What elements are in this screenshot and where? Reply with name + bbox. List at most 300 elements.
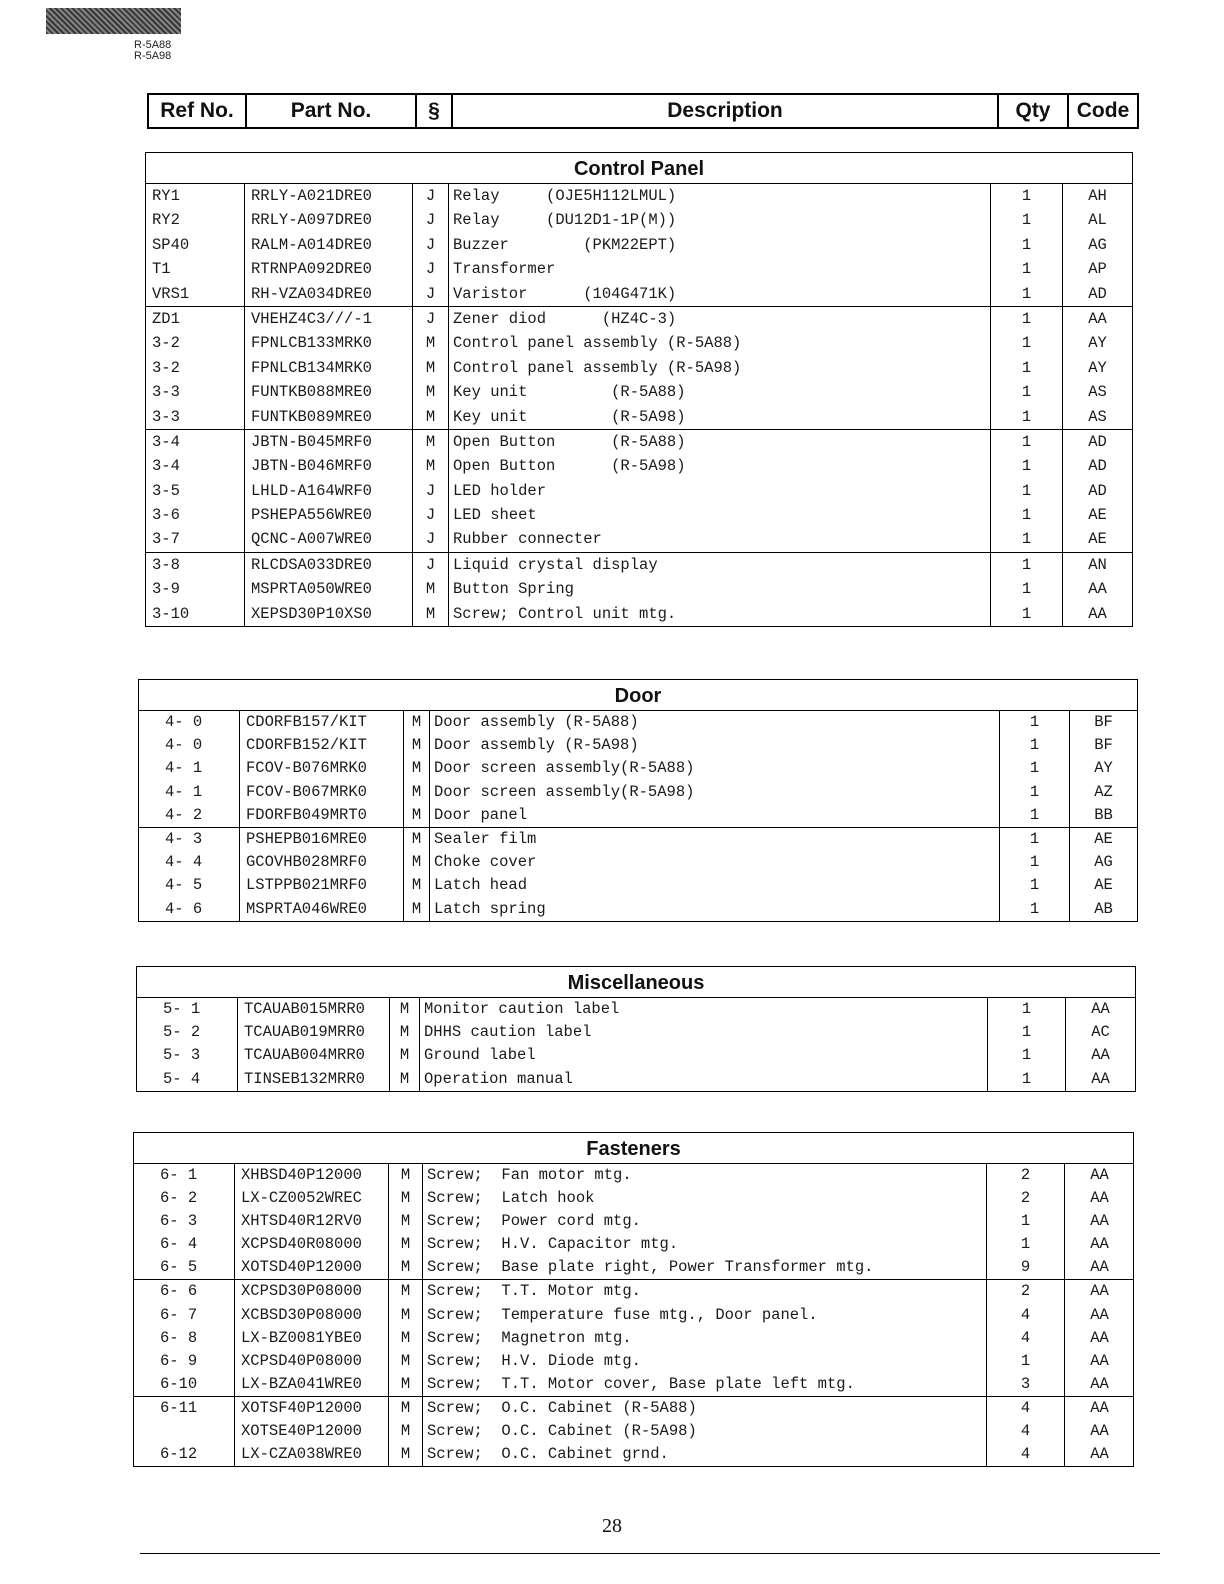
qty-cell: 1 <box>999 734 1069 757</box>
part-no-cell: FDORFB049MRT0 <box>239 804 403 827</box>
table-row <box>134 1420 1133 1443</box>
price-code-cell: AG <box>1062 233 1132 257</box>
price-code-cell: AA <box>1064 1350 1134 1373</box>
part-no-cell: TCAUAB004MRR0 <box>237 1044 389 1067</box>
qty-cell: 1 <box>990 233 1062 257</box>
section-code-cell: J <box>412 479 448 503</box>
description-cell: Rubber connecter <box>448 527 990 551</box>
section-code-cell: M <box>412 380 448 404</box>
part-no-cell: XHTSD40R12RV0 <box>234 1210 388 1233</box>
qty-cell: 1 <box>986 1210 1064 1233</box>
part-no-cell: RRLY-A021DRE0 <box>244 184 412 208</box>
qty-cell: 1 <box>987 998 1065 1021</box>
section-code-cell: M <box>388 1373 422 1396</box>
ref-no-cell: 6- 5 <box>160 1258 198 1277</box>
section-code-cell: M <box>403 851 429 874</box>
model-number: R-5A88 <box>134 39 172 51</box>
part-no-cell: LX-BZA041WRE0 <box>234 1373 388 1396</box>
ref-no-cell: 6- 2 <box>160 1189 198 1208</box>
part-no-cell: FUNTKB089MRE0 <box>244 405 412 429</box>
qty-cell: 4 <box>986 1443 1064 1466</box>
table-row <box>146 184 1132 208</box>
table-row <box>146 527 1132 551</box>
part-no-cell: XOTSF40P12000 <box>234 1397 388 1420</box>
qty-cell: 1 <box>990 503 1062 527</box>
part-no-cell: LX-BZ0081YBE0 <box>234 1327 388 1350</box>
section-code-cell: M <box>403 734 429 757</box>
ref-no-cell: 6- 3 <box>160 1212 198 1231</box>
part-no-cell: RH-VZA034DRE0 <box>244 282 412 306</box>
ref-no-cell: 4- 0 <box>165 736 203 755</box>
qty-cell: 2 <box>986 1280 1064 1303</box>
ref-no-cell: 4- 5 <box>165 876 203 895</box>
section-code-cell: M <box>388 1210 422 1233</box>
price-code-cell: AA <box>1064 1256 1134 1279</box>
section-door <box>138 679 1138 922</box>
description-cell: Door panel <box>429 804 999 827</box>
part-no-cell: FPNLCB133MRK0 <box>244 331 412 355</box>
price-code-cell: AD <box>1062 430 1132 454</box>
qty-cell: 1 <box>987 1044 1065 1067</box>
description-cell: Latch head <box>429 874 999 897</box>
qty-cell: 1 <box>990 602 1062 626</box>
price-code-cell: AA <box>1065 998 1135 1021</box>
section-code-cell: M <box>388 1280 422 1303</box>
table-row <box>137 1021 1135 1044</box>
qty-cell: 1 <box>990 553 1062 577</box>
section-title: Door <box>139 680 1137 711</box>
ref-no-cell: 3-4 <box>152 457 180 476</box>
qty-cell: 4 <box>986 1327 1064 1350</box>
column-header-table <box>147 93 1139 129</box>
price-code-cell: AA <box>1065 1068 1135 1091</box>
description-cell: Sealer film <box>429 828 999 851</box>
ref-no-cell: 5- 4 <box>163 1069 201 1088</box>
description-cell: Screw; H.V. Capacitor mtg. <box>422 1233 986 1256</box>
part-no-cell: MSPRTA050WRE0 <box>244 577 412 601</box>
qty-cell: 1 <box>987 1068 1065 1091</box>
description-cell: Liquid crystal display <box>448 553 990 577</box>
description-cell: Screw; O.C. Cabinet (R-5A98) <box>422 1420 986 1443</box>
section-code-cell: M <box>412 430 448 454</box>
section-code-cell: M <box>412 356 448 380</box>
qty-cell: 1 <box>990 479 1062 503</box>
part-no-cell: LX-CZ0052WREC <box>234 1187 388 1210</box>
part-no-cell: FCOV-B076MRK0 <box>239 757 403 780</box>
description-cell: LED holder <box>448 479 990 503</box>
qty-cell: 1 <box>999 804 1069 827</box>
brand-logo-block <box>46 8 181 34</box>
ref-no-cell: 5- 3 <box>163 1046 201 1065</box>
price-code-cell: AH <box>1062 184 1132 208</box>
part-no-cell: LX-CZA038WRE0 <box>234 1443 388 1466</box>
ref-no-cell: 6- 1 <box>160 1166 198 1184</box>
qty-cell: 1 <box>990 307 1062 331</box>
table-row <box>146 503 1132 527</box>
parts-list <box>137 998 1135 1091</box>
price-code-cell: AY <box>1062 356 1132 380</box>
description-cell: Open Button (R-5A88) <box>448 430 990 454</box>
table-row <box>134 1373 1133 1396</box>
part-no-cell: GCOVHB028MRF0 <box>239 851 403 874</box>
ref-no-cell: 3-6 <box>152 506 180 525</box>
parts-list <box>146 184 1132 626</box>
price-code-cell: AA <box>1064 1397 1134 1420</box>
description-cell: Open Button (R-5A98) <box>448 454 990 478</box>
qty-cell: 1 <box>999 851 1069 874</box>
part-no-cell: XHBSD40P12000 <box>234 1164 388 1187</box>
price-code-cell: AE <box>1069 874 1137 897</box>
price-code-cell: AA <box>1064 1233 1134 1256</box>
description-cell: Screw; T.T. Motor cover, Base plate left mtg. <box>422 1373 986 1396</box>
qty-cell: 4 <box>986 1304 1064 1327</box>
ref-no-cell: 3-3 <box>152 383 180 402</box>
qty-cell: 1 <box>990 430 1062 454</box>
ref-no-cell: 3-3 <box>152 407 180 426</box>
description-cell: Screw; O.C. Cabinet grnd. <box>422 1443 986 1466</box>
price-code-cell: AG <box>1069 851 1137 874</box>
ref-no-cell: 6-12 <box>160 1445 198 1464</box>
qty-cell: 1 <box>990 257 1062 281</box>
description-cell: Button Spring <box>448 577 990 601</box>
part-no-cell: XCPSD40P08000 <box>234 1350 388 1373</box>
table-row <box>134 1187 1133 1210</box>
model-number: R-5A98 <box>134 50 172 62</box>
price-code-cell: BF <box>1069 711 1137 734</box>
table-row <box>134 1443 1133 1466</box>
description-cell: Door screen assembly(R-5A98) <box>429 781 999 804</box>
part-no-cell: LSTPPB021MRF0 <box>239 874 403 897</box>
qty-cell: 3 <box>986 1373 1064 1396</box>
description-cell: Screw; Fan motor mtg. <box>422 1164 986 1187</box>
part-no-cell: TINSEB132MRR0 <box>237 1068 389 1091</box>
section-fasteners <box>133 1132 1134 1467</box>
price-code-cell: AE <box>1062 527 1132 551</box>
table-row <box>139 804 1137 827</box>
qty-cell: 4 <box>986 1420 1064 1443</box>
price-code-cell: AA <box>1064 1420 1134 1443</box>
ref-no-cell: 3-4 <box>152 432 180 451</box>
qty-cell: 1 <box>987 1021 1065 1044</box>
section-code-cell: J <box>412 527 448 551</box>
part-no-cell: QCNC-A007WRE0 <box>244 527 412 551</box>
qty-cell: 1 <box>990 356 1062 380</box>
qty-cell: 1 <box>999 898 1069 921</box>
ref-no-cell: 6- 4 <box>160 1235 198 1254</box>
ref-no-cell: 3-10 <box>152 604 190 623</box>
part-no-cell: XOTSD40P12000 <box>234 1256 388 1279</box>
table-row <box>139 734 1137 757</box>
part-no-cell: MSPRTA046WRE0 <box>239 898 403 921</box>
ref-no-cell <box>134 1420 234 1443</box>
table-row <box>146 479 1132 503</box>
qty-cell: 1 <box>990 380 1062 404</box>
table-row <box>134 1327 1133 1350</box>
price-code-cell: AZ <box>1069 781 1137 804</box>
section-code-cell: M <box>388 1256 422 1279</box>
ref-no-cell: ZD1 <box>152 309 180 328</box>
qty-cell: 1 <box>990 208 1062 232</box>
price-code-cell: AS <box>1062 380 1132 404</box>
table-row <box>146 577 1132 601</box>
price-code-cell: AA <box>1064 1164 1134 1187</box>
description-cell: Screw; Base plate right, Power Transformer mtg. <box>422 1256 986 1279</box>
ref-no-cell: 3-2 <box>152 358 180 377</box>
price-code-cell: AN <box>1062 553 1132 577</box>
part-no-cell: PSHEPA556WRE0 <box>244 503 412 527</box>
table-row <box>146 454 1132 478</box>
table-row <box>137 1044 1135 1067</box>
ref-no-cell: RY1 <box>152 187 180 205</box>
price-code-cell: AA <box>1064 1280 1134 1303</box>
ref-no-cell: 3-8 <box>152 555 180 574</box>
price-code-cell: AA <box>1064 1187 1134 1210</box>
price-code-cell: AY <box>1062 331 1132 355</box>
description-cell: LED sheet <box>448 503 990 527</box>
description-cell: Zener diod (HZ4C-3) <box>448 307 990 331</box>
price-code-cell: BB <box>1069 804 1137 827</box>
qty-cell: 1 <box>986 1233 1064 1256</box>
price-code-cell: AD <box>1062 454 1132 478</box>
section-code-cell: M <box>388 1187 422 1210</box>
header-part-no: Part No. <box>246 94 416 128</box>
table-row <box>134 1256 1133 1279</box>
section-title: Control Panel <box>146 153 1132 184</box>
price-code-cell: AA <box>1064 1304 1134 1327</box>
section-code-cell: M <box>412 331 448 355</box>
table-row <box>146 233 1132 257</box>
ref-no-cell: 3-5 <box>152 481 180 500</box>
description-cell: Monitor caution label <box>419 998 987 1021</box>
section-code-cell: M <box>412 405 448 429</box>
price-code-cell: AD <box>1062 479 1132 503</box>
description-cell: Control panel assembly (R-5A88) <box>448 331 990 355</box>
description-cell: Screw; O.C. Cabinet (R-5A88) <box>422 1397 986 1420</box>
section-code-cell: M <box>389 998 419 1021</box>
ref-no-cell: 4- 1 <box>165 782 203 801</box>
section-code-cell: M <box>388 1350 422 1373</box>
table-row <box>146 429 1132 454</box>
section-code-cell: J <box>412 233 448 257</box>
ref-no-cell: 5- 1 <box>163 1000 201 1018</box>
part-no-cell: JBTN-B045MRF0 <box>244 430 412 454</box>
description-cell: Key unit (R-5A98) <box>448 405 990 429</box>
section-code-cell: M <box>403 804 429 827</box>
description-cell: Screw; H.V. Diode mtg. <box>422 1350 986 1373</box>
table-row <box>146 306 1132 331</box>
price-code-cell: AA <box>1062 602 1132 626</box>
price-code-cell: AS <box>1062 405 1132 429</box>
table-row <box>134 1279 1133 1303</box>
table-row <box>134 1210 1133 1233</box>
table-row <box>139 711 1137 734</box>
qty-cell: 4 <box>986 1397 1064 1420</box>
header-code: Code <box>1068 94 1138 128</box>
table-row <box>134 1396 1133 1420</box>
section-code-cell: M <box>412 454 448 478</box>
description-cell: Door assembly (R-5A88) <box>429 711 999 734</box>
section-code-cell: J <box>412 307 448 331</box>
section-code-cell: M <box>388 1233 422 1256</box>
description-cell: Latch spring <box>429 898 999 921</box>
price-code-cell: AE <box>1062 503 1132 527</box>
table-row <box>134 1164 1133 1187</box>
qty-cell: 1 <box>990 405 1062 429</box>
section-code-cell: J <box>412 553 448 577</box>
section-control-panel <box>145 152 1133 627</box>
section-code-cell: J <box>412 184 448 208</box>
table-row <box>134 1304 1133 1327</box>
ref-no-cell: VRS1 <box>152 284 190 303</box>
footer-rule <box>140 1553 1160 1554</box>
ref-no-cell: 6- 8 <box>160 1328 198 1347</box>
price-code-cell: AA <box>1062 307 1132 331</box>
ref-no-cell: 6- 9 <box>160 1351 198 1370</box>
part-no-cell: JBTN-B046MRF0 <box>244 454 412 478</box>
part-no-cell: LHLD-A164WRF0 <box>244 479 412 503</box>
ref-no-cell: 4- 0 <box>165 713 203 731</box>
table-row <box>146 380 1132 404</box>
section-code-cell: M <box>388 1164 422 1187</box>
section-code-cell: M <box>388 1397 422 1420</box>
table-row <box>146 282 1132 306</box>
ref-no-cell: 6-10 <box>160 1374 198 1393</box>
table-row <box>134 1233 1133 1256</box>
qty-cell: 1 <box>999 757 1069 780</box>
description-cell: Screw; T.T. Motor mtg. <box>422 1280 986 1303</box>
qty-cell: 1 <box>999 781 1069 804</box>
ref-no-cell: 4- 1 <box>165 759 203 778</box>
part-no-cell: RLCDSA033DRE0 <box>244 553 412 577</box>
section-code-cell: M <box>388 1420 422 1443</box>
description-cell: Screw; Control unit mtg. <box>448 602 990 626</box>
table-row <box>139 757 1137 780</box>
header-qty: Qty <box>998 94 1068 128</box>
description-cell: Buzzer (PKM22EPT) <box>448 233 990 257</box>
table-row <box>146 405 1132 429</box>
table-row <box>146 331 1132 355</box>
price-code-cell: AE <box>1069 828 1137 851</box>
description-cell: Door screen assembly(R-5A88) <box>429 757 999 780</box>
section-code-cell: M <box>412 577 448 601</box>
ref-no-cell: 4- 2 <box>165 805 203 824</box>
description-cell: Varistor (104G471K) <box>448 282 990 306</box>
table-row <box>139 851 1137 874</box>
ref-no-cell: 5- 2 <box>163 1023 201 1042</box>
section-code-cell: M <box>403 828 429 851</box>
ref-no-cell: T1 <box>152 260 171 279</box>
price-code-cell: AA <box>1064 1443 1134 1466</box>
price-code-cell: AC <box>1065 1021 1135 1044</box>
ref-no-cell: 6-11 <box>160 1398 198 1417</box>
qty-cell: 1 <box>990 184 1062 208</box>
price-code-cell: AA <box>1065 1044 1135 1067</box>
part-no-cell: FCOV-B067MRK0 <box>239 781 403 804</box>
section-code-cell: M <box>403 757 429 780</box>
parts-list <box>139 711 1137 921</box>
table-row <box>139 781 1137 804</box>
qty-cell: 1 <box>990 577 1062 601</box>
page-number: 28 <box>602 1515 622 1537</box>
section-code-cell: M <box>403 711 429 734</box>
description-cell: Relay (DU12D1-1P(M)) <box>448 208 990 232</box>
price-code-cell: AD <box>1062 282 1132 306</box>
description-cell: Screw; Power cord mtg. <box>422 1210 986 1233</box>
section-code-cell: J <box>412 208 448 232</box>
description-cell: Screw; Latch hook <box>422 1187 986 1210</box>
part-no-cell: CDORFB157/KIT <box>239 711 403 734</box>
part-no-cell: XCBSD30P08000 <box>234 1304 388 1327</box>
ref-no-cell: 3-2 <box>152 334 180 353</box>
part-no-cell: RALM-A014DRE0 <box>244 233 412 257</box>
ref-no-cell: 3-9 <box>152 580 180 599</box>
part-no-cell: FPNLCB134MRK0 <box>244 356 412 380</box>
qty-cell: 1 <box>990 527 1062 551</box>
table-row <box>139 874 1137 897</box>
price-code-cell: AA <box>1064 1373 1134 1396</box>
qty-cell: 1 <box>990 454 1062 478</box>
ref-no-cell: SP40 <box>152 235 190 254</box>
description-cell: Choke cover <box>429 851 999 874</box>
qty-cell: 1 <box>986 1350 1064 1373</box>
model-numbers <box>134 40 171 62</box>
qty-cell: 2 <box>986 1164 1064 1187</box>
qty-cell: 9 <box>986 1256 1064 1279</box>
qty-cell: 2 <box>986 1187 1064 1210</box>
ref-no-cell: 6- 7 <box>160 1305 198 1324</box>
description-cell: DHHS caution label <box>419 1021 987 1044</box>
table-row <box>134 1350 1133 1373</box>
description-cell: Control panel assembly (R-5A98) <box>448 356 990 380</box>
description-cell: Ground label <box>419 1044 987 1067</box>
ref-no-cell: 6- 6 <box>160 1282 198 1301</box>
section-code-cell: M <box>412 602 448 626</box>
qty-cell: 1 <box>999 711 1069 734</box>
description-cell: Transformer <box>448 257 990 281</box>
section-code-cell: J <box>412 257 448 281</box>
section-code-cell: J <box>412 503 448 527</box>
table-row <box>146 356 1132 380</box>
price-code-cell: AP <box>1062 257 1132 281</box>
table-row <box>146 257 1132 281</box>
section-code-cell: M <box>389 1044 419 1067</box>
section-code-cell: M <box>388 1327 422 1350</box>
ref-no-cell: 3-7 <box>152 530 180 549</box>
part-no-cell: XCPSD40R08000 <box>234 1233 388 1256</box>
section-code-cell: M <box>389 1021 419 1044</box>
header-ref-no: Ref No. <box>148 94 246 128</box>
part-no-cell: XEPSD30P10XS0 <box>244 602 412 626</box>
table-row <box>139 898 1137 921</box>
qty-cell: 1 <box>999 874 1069 897</box>
parts-list <box>134 1164 1133 1466</box>
section-title: Fasteners <box>134 1133 1133 1164</box>
price-code-cell: AA <box>1064 1210 1134 1233</box>
ref-no-cell: 4- 4 <box>165 853 203 872</box>
part-no-cell: TCAUAB015MRR0 <box>237 998 389 1021</box>
part-no-cell: RTRNPA092DRE0 <box>244 257 412 281</box>
header-section-symbol: § <box>416 94 452 128</box>
table-row <box>146 208 1132 232</box>
description-cell: Operation manual <box>419 1068 987 1091</box>
price-code-cell: AL <box>1062 208 1132 232</box>
description-cell: Screw; Temperature fuse mtg., Door panel. <box>422 1304 986 1327</box>
price-code-cell: AA <box>1064 1327 1134 1350</box>
section-code-cell: M <box>388 1304 422 1327</box>
table-row <box>146 552 1132 577</box>
section-miscellaneous <box>136 966 1136 1092</box>
description-cell: Screw; Magnetron mtg. <box>422 1327 986 1350</box>
